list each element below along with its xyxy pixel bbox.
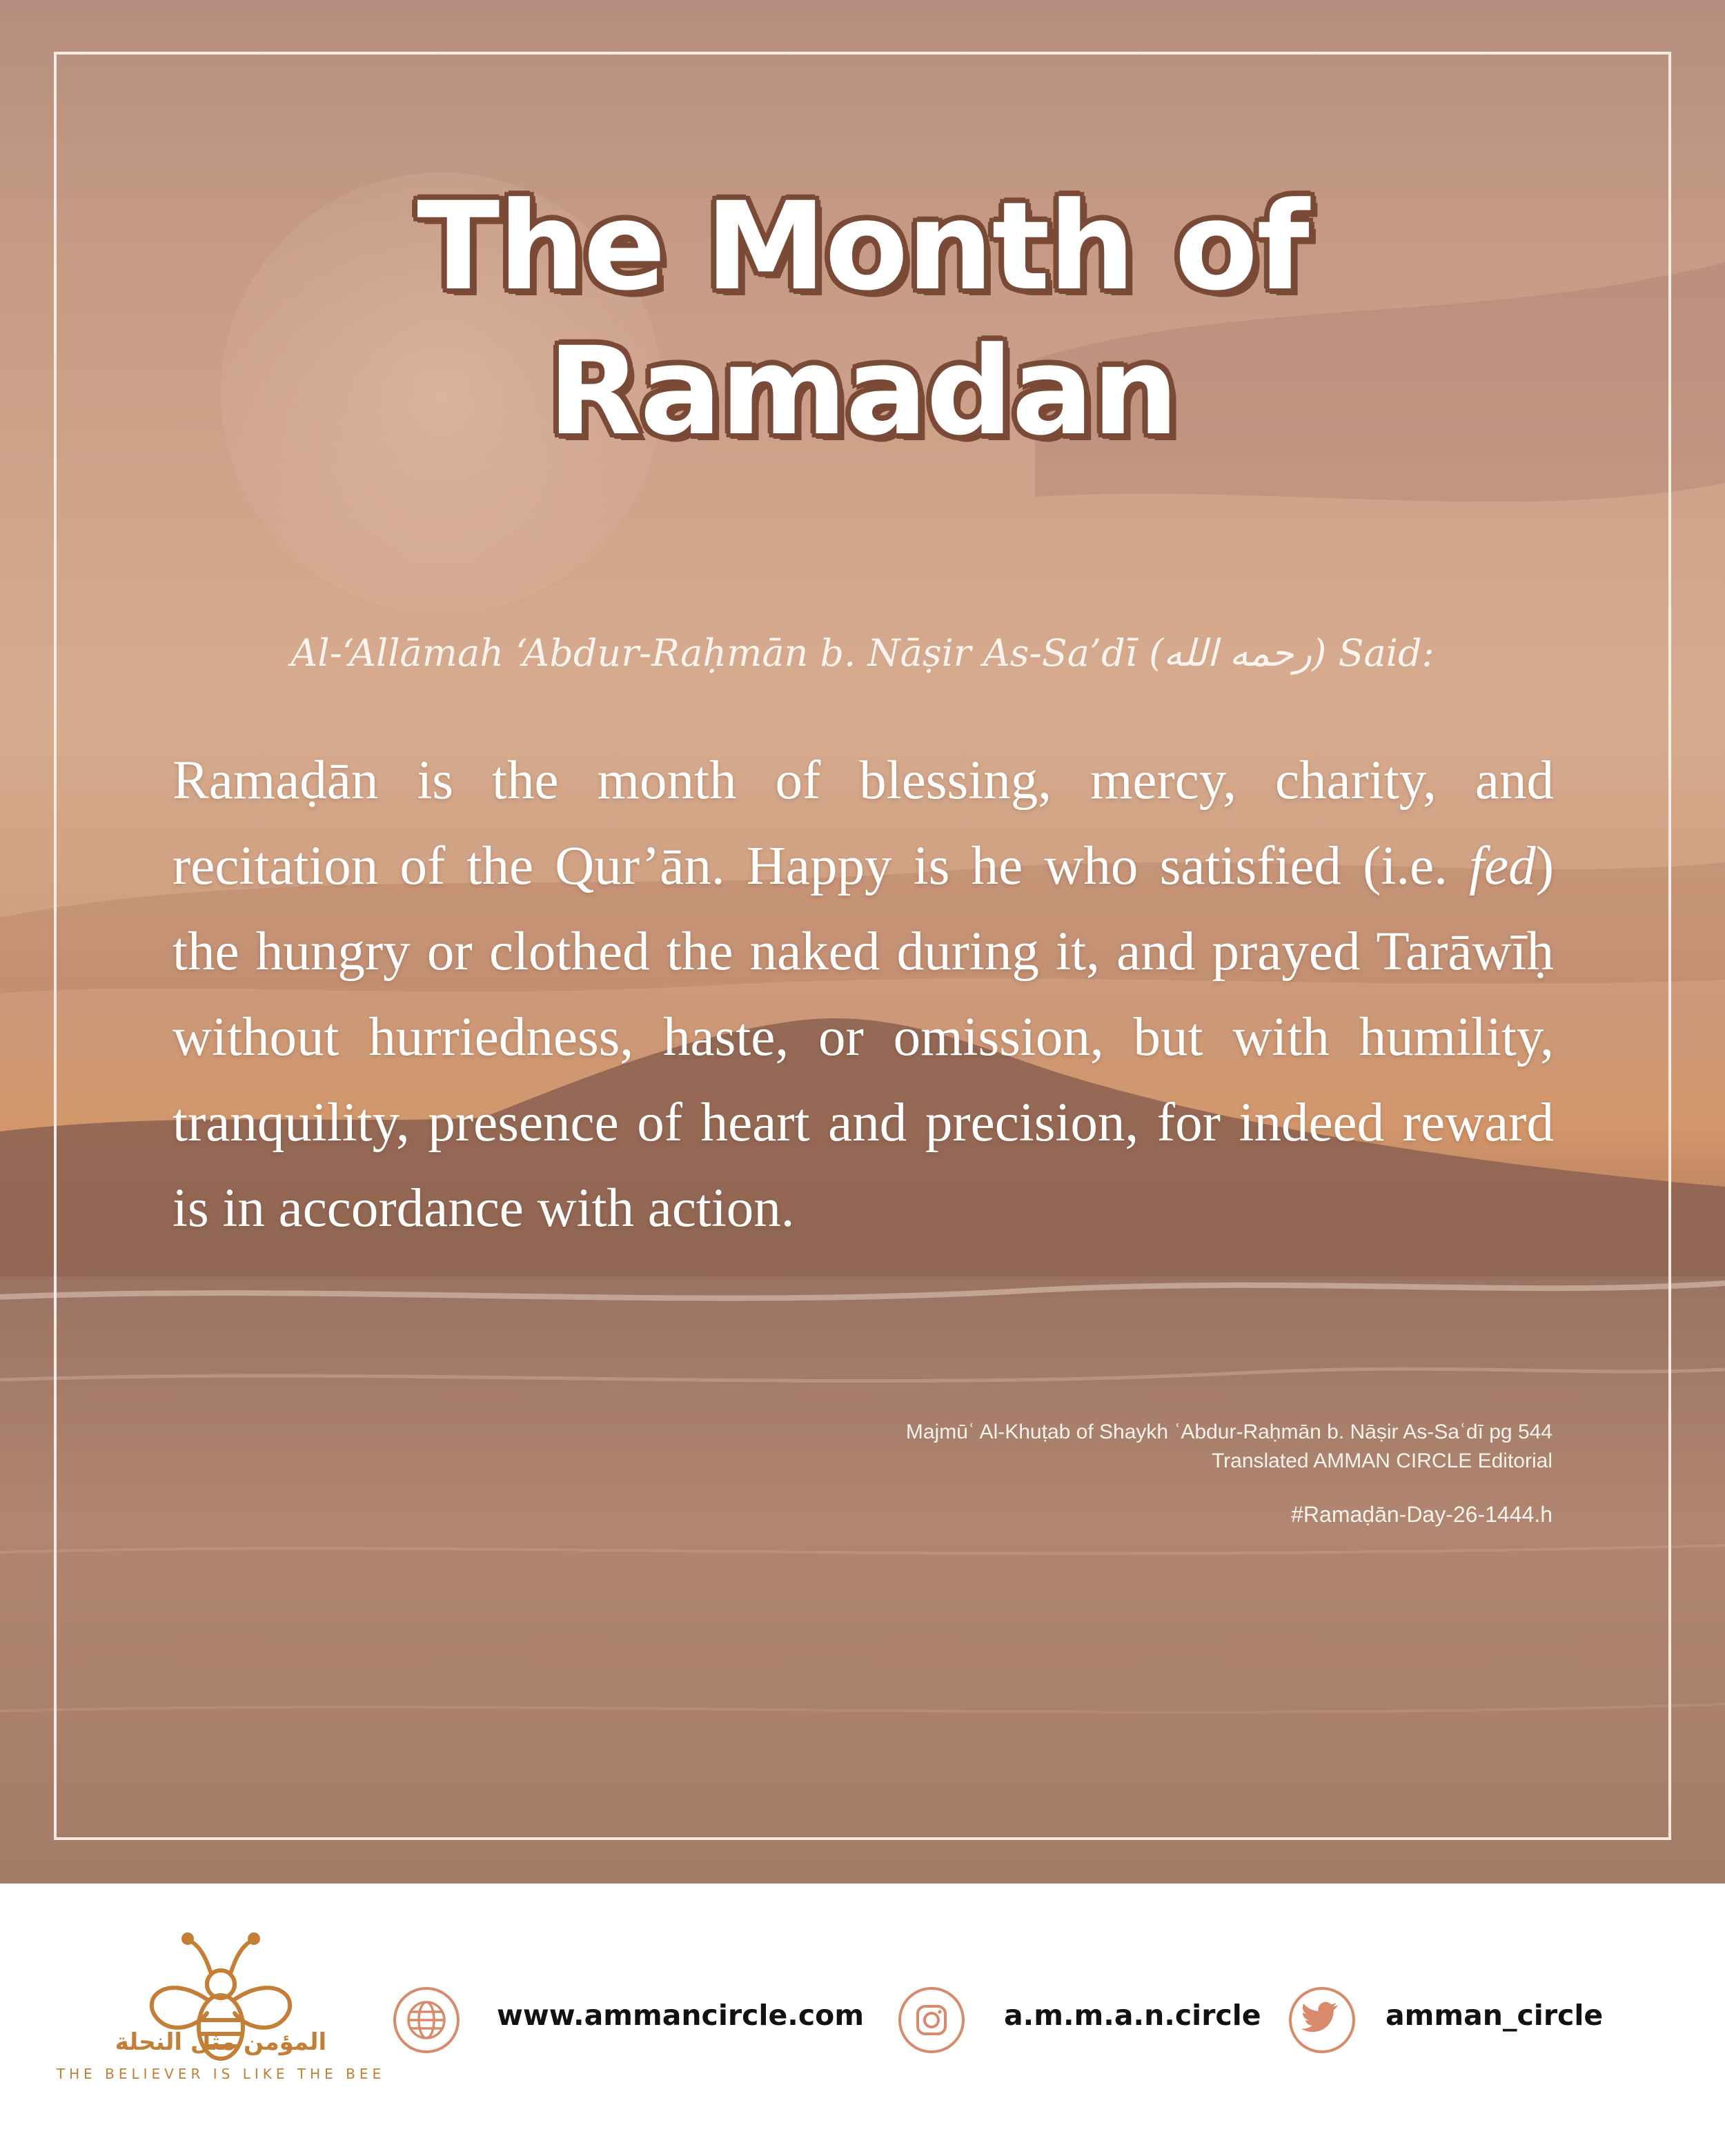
quote-attribution: Al-‘Allāmah ‘Abdur-Raḥmān b. Nāṣir As-Sa’dī (رحمه الله) Said:: [290, 631, 1435, 675]
hashtag: #Ramaḍān-Day-26-1444.h: [1291, 1502, 1552, 1527]
logo-tagline: THE BELIEVER IS LIKE THE BEE: [56, 2066, 386, 2082]
instagram-icon[interactable]: [897, 1986, 966, 2055]
website-link[interactable]: www.ammancircle.com: [497, 1999, 865, 2032]
twitter-icon[interactable]: [1288, 1986, 1357, 2055]
footer: [0, 1883, 1725, 2156]
source-line2: Translated AMMAN CIRCLE Editorial: [1211, 1450, 1552, 1472]
page-title-line2: Ramadan: [547, 321, 1178, 462]
globe-icon[interactable]: [392, 1986, 461, 2055]
logo-arabic-text: المؤمن مثل النحلة: [115, 2028, 327, 2056]
quote-text: [172, 738, 1554, 1252]
page-title-line1: The Month of: [417, 176, 1308, 317]
quote-text-italic: fed: [1469, 836, 1536, 896]
bee-logo: [55, 1923, 386, 2130]
quote-text-part1: Ramaḍān is the month of blessing, mercy, charity, and recitation of the Qur’ān. Happy is he who satisfied (i.e.: [172, 751, 1554, 896]
quote-text-part2: ) the hungry or clothed the naked during it, and prayed Tarāwīḥ without hurriedness, haste, or omission, but with humility, tranquility, presence of heart and precision, for indeed reward is in accordance with action.: [172, 836, 1554, 1238]
twitter-handle-link[interactable]: amman_circle: [1386, 1999, 1604, 2032]
instagram-handle-link[interactable]: a.m.m.a.n.circle: [1004, 1999, 1261, 2032]
source-line1: Majmūʿ Al-Khuṭab of Shaykh ʿAbdur-Raḥmān b. Nāṣir As-Saʿdī pg 544: [905, 1421, 1552, 1443]
source-citation: [518, 1418, 1552, 1476]
